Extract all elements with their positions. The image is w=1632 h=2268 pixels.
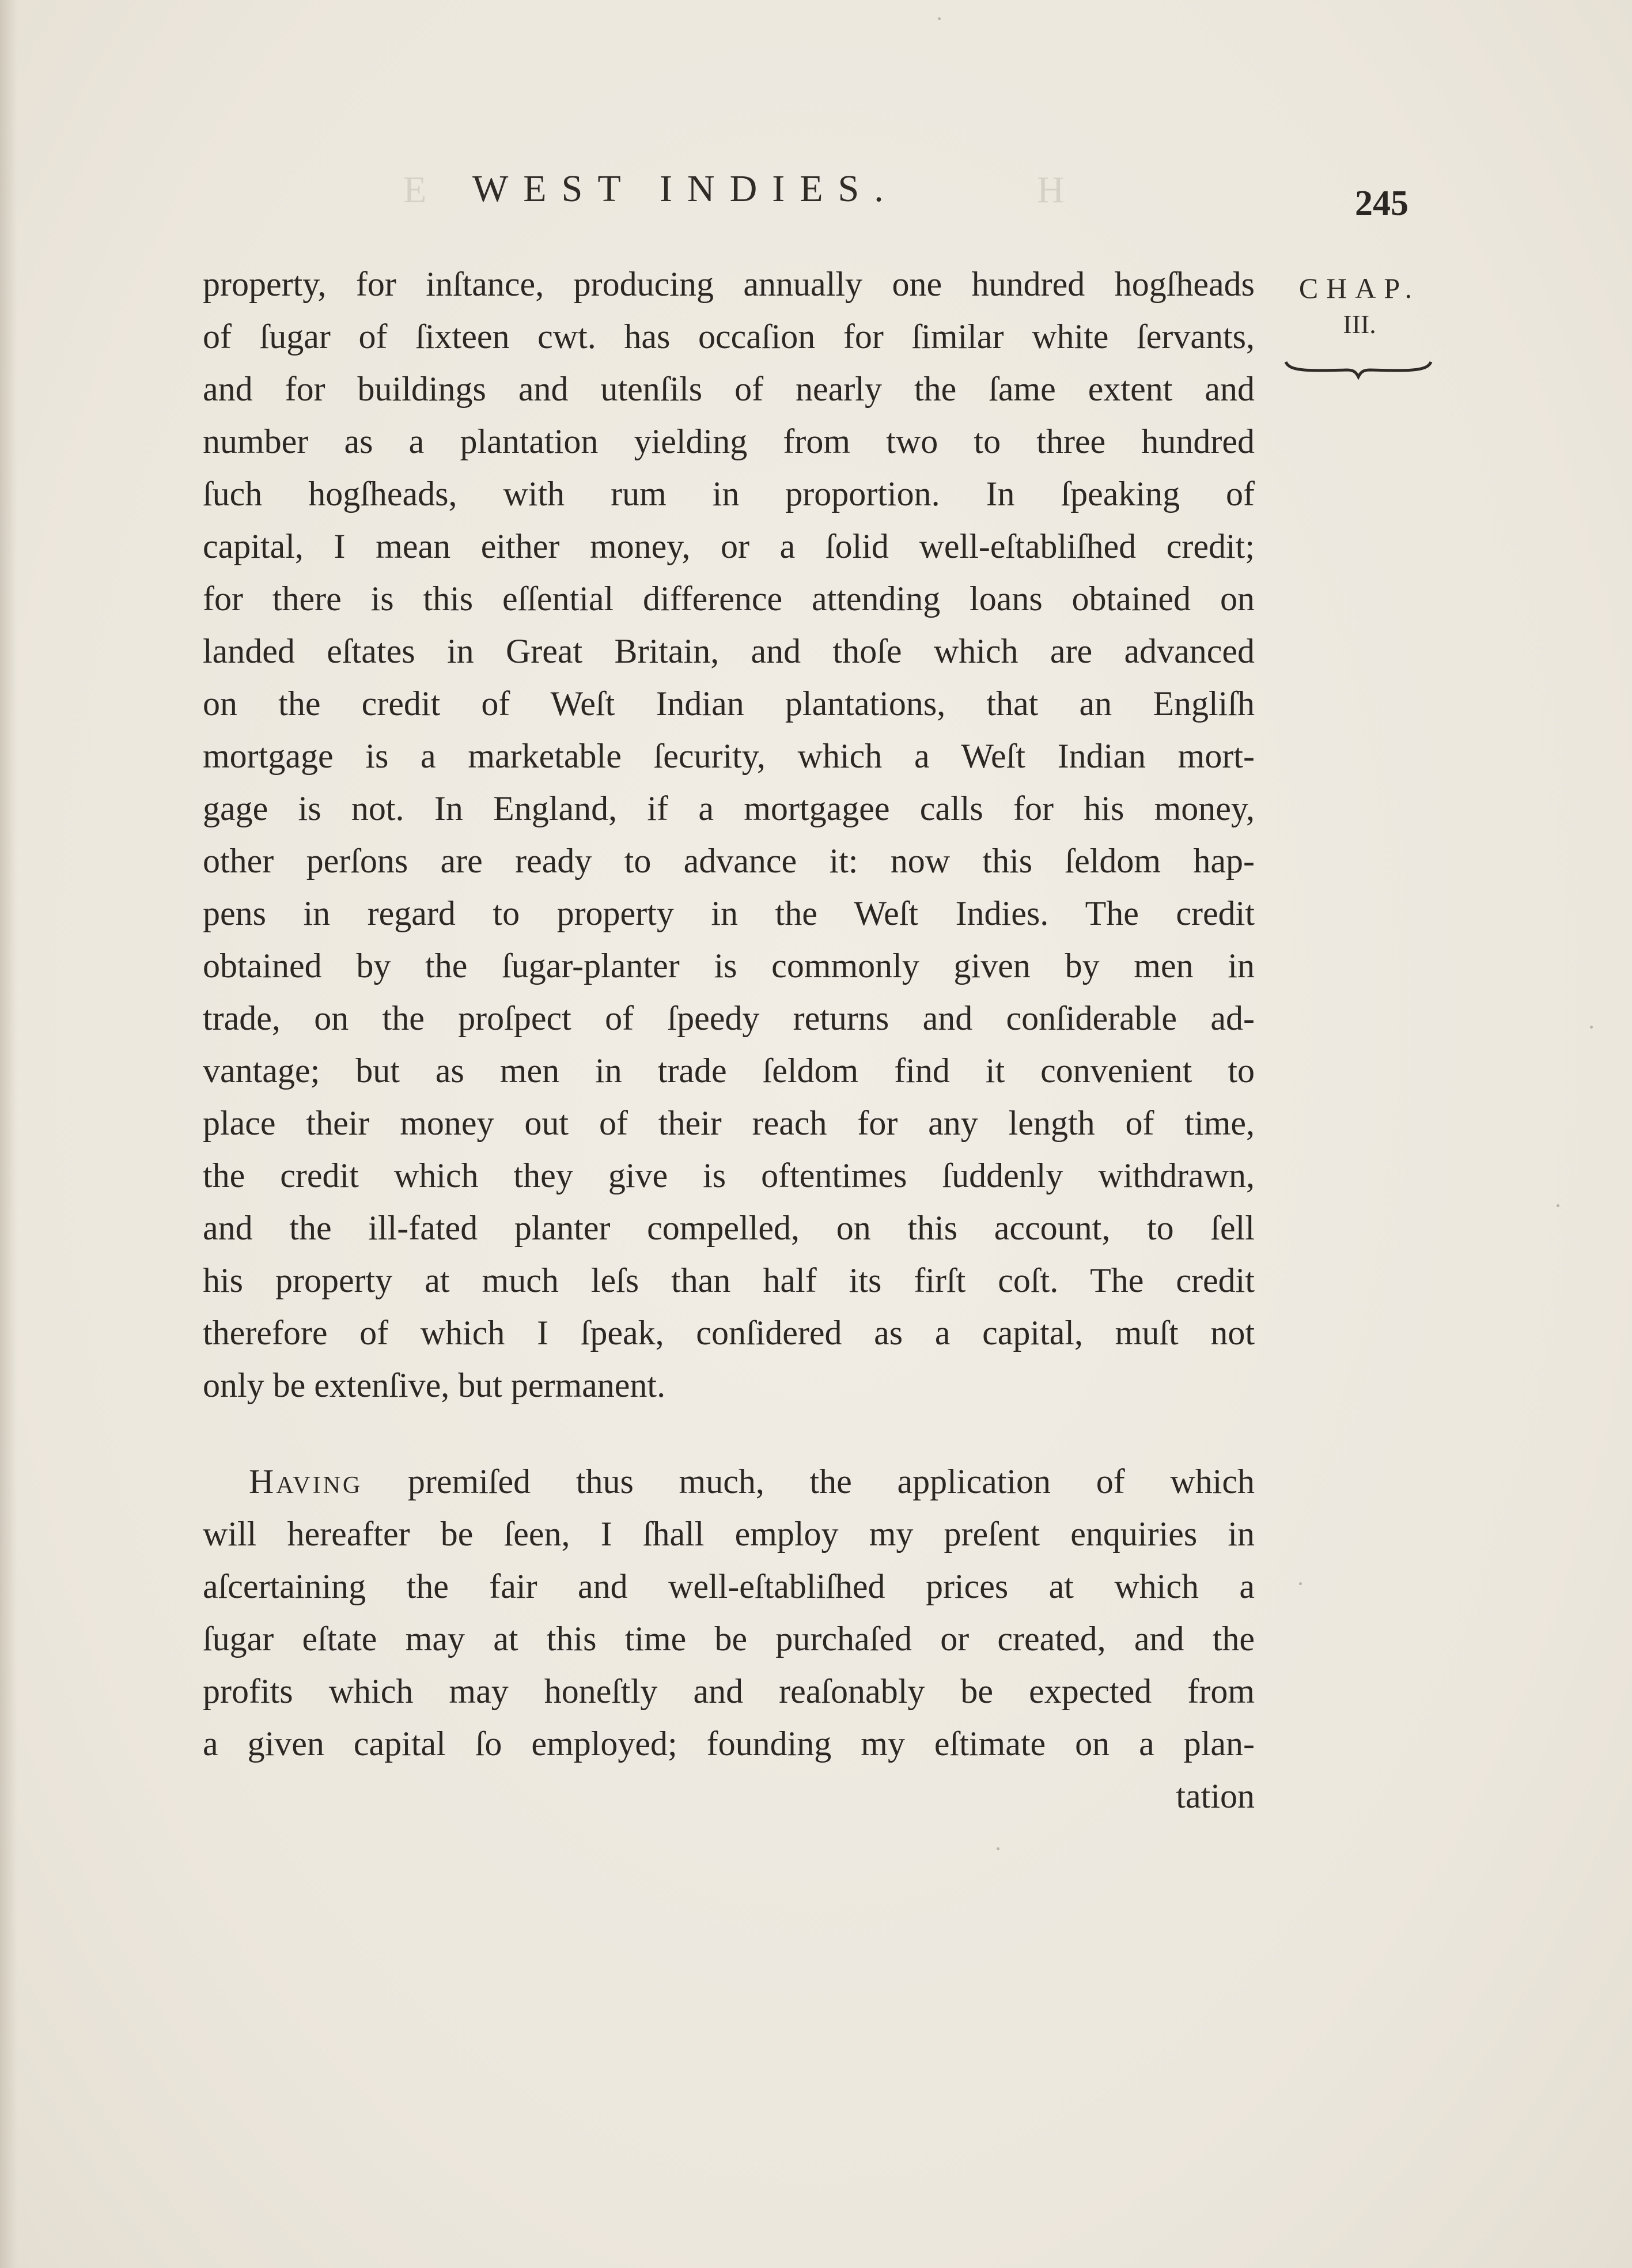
text-line: mortgage is a marketable ſecurity, which a Weſt Indian mort- — [203, 737, 1255, 775]
text-line: trade, on the proſpect of ſpeedy returns and conſiderable ad- — [203, 999, 1255, 1037]
text-line: a given capital ſo employed; founding my eſtimate on a plan- — [203, 1725, 1255, 1763]
text-line: and the ill-fated planter compelled, on this account, to ſell — [203, 1209, 1255, 1247]
text-line-rest: premiſed thus much, the application of which — [407, 1462, 1255, 1500]
text-line: other perſons are ready to advance it: now this ſeldom hap- — [203, 842, 1255, 880]
text-line: only be extenſive, but permanent. — [203, 1366, 666, 1404]
text-line: property, for inſtance, producing annually one hundred hogſheads — [203, 265, 1255, 303]
text-line: will hereafter be ſeen, I ſhall employ my preſent enquiries in — [203, 1515, 1255, 1553]
paragraph-2 — [203, 1456, 1255, 1823]
paper-speck — [997, 1847, 999, 1850]
text-line: the credit which they give is oftentimes ſuddenly withdrawn, — [203, 1156, 1255, 1195]
text-line: vantage; but as men in trade ſeldom find it convenient to — [203, 1052, 1255, 1090]
text-line: obtained by the ſugar-planter is commonly given by men in — [203, 947, 1255, 985]
spine-shadow — [0, 0, 17, 2268]
text-line: on the credit of Weſt Indian plantations, that an Engliſh — [203, 685, 1255, 723]
paper-speck — [1557, 1204, 1559, 1207]
curly-brace-ornament — [1283, 358, 1433, 381]
text-line: profits which may honeſtly and reaſonably be expected from — [203, 1672, 1255, 1710]
show-through-mark: H — [1037, 169, 1065, 211]
page-number: 245 — [1355, 184, 1408, 223]
text-line: and for buildings and utenſils of nearly the ſame extent and — [203, 370, 1255, 408]
chapter-margin-note — [1285, 270, 1434, 342]
paper-speck — [938, 17, 941, 20]
paper-speck — [1590, 1026, 1593, 1029]
paragraph-1 — [203, 258, 1255, 1412]
text-line: ſuch hogſheads, with rum in proportion. In ſpeaking of — [203, 475, 1255, 513]
text-line: aſcertaining the fair and well-eſtabliſhed prices at which a — [203, 1567, 1255, 1605]
text-line: capital, I mean either money, or a ſolid well-eſtabliſhed credit; — [203, 527, 1255, 565]
text-line — [203, 1456, 1255, 1508]
text-line: ſugar eſtate may at this time be purchaſed or created, and the — [203, 1620, 1255, 1658]
show-through-mark: E — [403, 169, 427, 211]
text-line: pens in regard to property in the Weſt Indies. The credit — [203, 894, 1255, 932]
text-line: number as a plantation yielding from two to three hundred — [203, 422, 1255, 460]
text-line: of ſugar of ſixteen cwt. has occaſion for ſimilar white ſervants, — [203, 317, 1255, 356]
text-line: his property at much leſs than half its firſt coſt. The credit — [203, 1261, 1255, 1299]
chapter-number: III. — [1343, 309, 1376, 339]
text-line: place their money out of their reach for any length of time, — [203, 1104, 1255, 1142]
paper-speck — [1299, 1582, 1302, 1585]
catchword: tation — [1176, 1777, 1255, 1815]
text-line: gage is not. In England, if a mortgagee calls for his money, — [203, 789, 1255, 827]
chapter-label: CHAP. — [1298, 272, 1421, 304]
running-title: WEST INDIES. — [472, 168, 899, 210]
text-line: landed eſtates in Great Britain, and thoſe which are advanced — [203, 632, 1255, 670]
text-line: therefore of which I ſpeak, conſidered as a capital, muſt not — [203, 1314, 1255, 1352]
paragraph-lead-word: Having — [249, 1462, 363, 1500]
text-line: for there is this eſſential difference attending loans obtained on — [203, 580, 1255, 618]
